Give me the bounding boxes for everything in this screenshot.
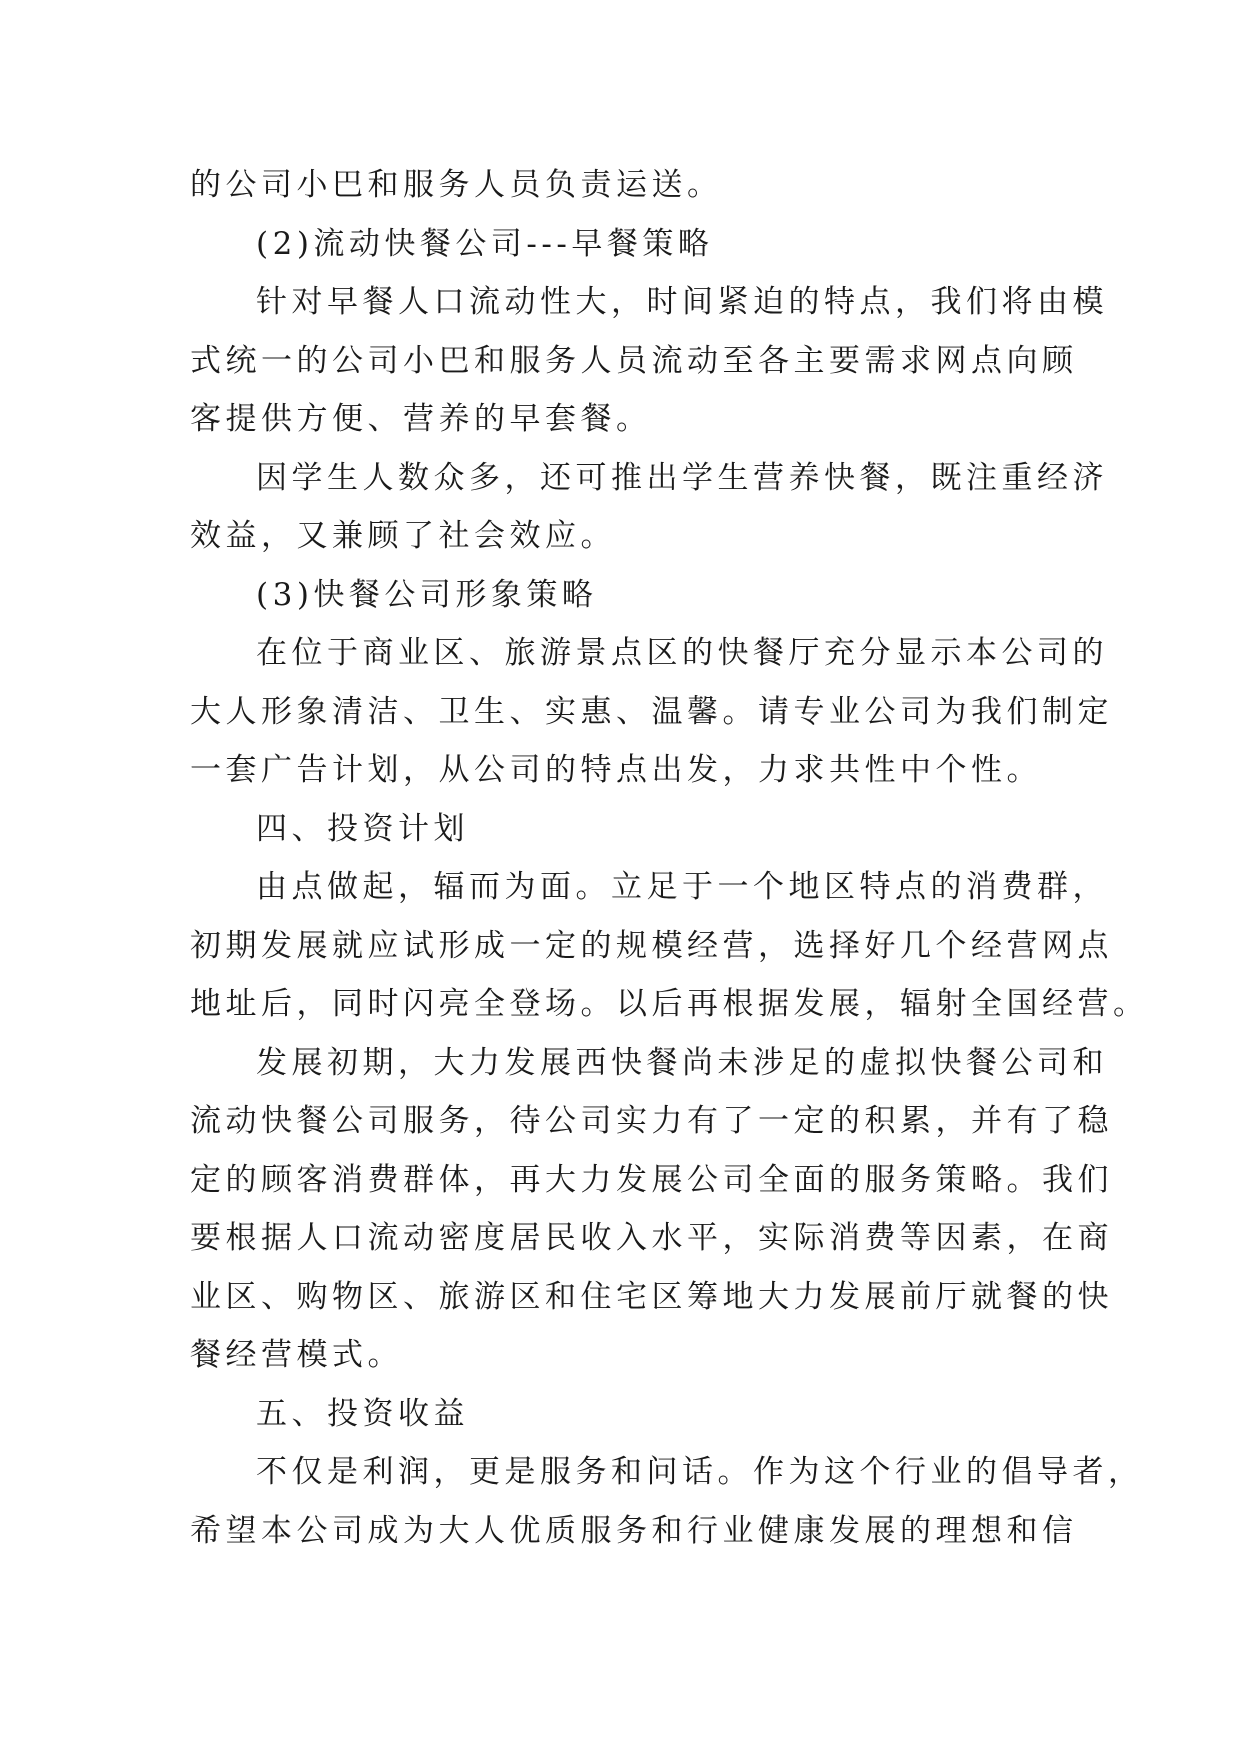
section-heading: (2)流动快餐公司---早餐策略 [256,225,714,262]
text-line: 客提供方便、营养的早套餐。 [190,401,652,437]
text-line: 餐经营模式。 [190,1337,403,1373]
text-line: 要根据人口流动密度居民收入水平，实际消费等因素，在商 [190,1220,1113,1256]
text-line: 式统一的公司小巴和服务人员流动至各主要需求网点向顾 [190,342,1078,379]
section-heading: (3)快餐公司形象策略 [256,576,598,613]
text-line: 在位于商业区、旅游景点区的快餐厅充分显示本公司的 [256,635,1108,671]
text-line: 效益，又兼顾了社会效应。 [190,518,616,554]
text-line: 希望本公司成为大人优质服务和行业健康发展的理想和信 [190,1512,1078,1549]
text-line: 的公司小巴和服务人员负责运送。 [190,167,723,203]
text-line: 针对早餐人口流动性大，时间紧迫的特点，我们将由模 [256,284,1108,320]
text-line: 由点做起，辐而为面。立足于一个地区特点的消费群， [256,869,1108,905]
text-line: 大人形象清洁、卫生、实惠、温馨。请专业公司为我们制定 [190,693,1113,730]
text-line: 一套广告计划，从公司的特点出发，力求共性中个性。 [190,752,1042,788]
section-heading: 五、投资收益 [256,1395,469,1432]
text-line: 初期发展就应试形成一定的规模经营，选择好几个经营网点 [190,927,1113,964]
text-line: 地址后，同时闪亮全登场。以后再根据发展，辐射全国经营。 [190,986,1149,1022]
section-heading: 四、投资计划 [256,810,469,847]
text-line: 定的顾客消费群体，再大力发展公司全面的服务策略。我们 [190,1161,1113,1198]
document-body [190,156,1149,1560]
text-line: 不仅是利润，更是服务和问话。作为这个行业的倡导者， [256,1454,1144,1490]
text-line: 业区、购物区、旅游区和住宅区筹地大力发展前厅就餐的快 [190,1278,1113,1315]
text-line: 流动快餐公司服务，待公司实力有了一定的积累，并有了稳 [190,1103,1113,1139]
text-line: 因学生人数众多，还可推出学生营养快餐，既注重经济 [256,459,1108,496]
text-line: 发展初期，大力发展西快餐尚未涉足的虚拟快餐公司和 [256,1044,1108,1081]
